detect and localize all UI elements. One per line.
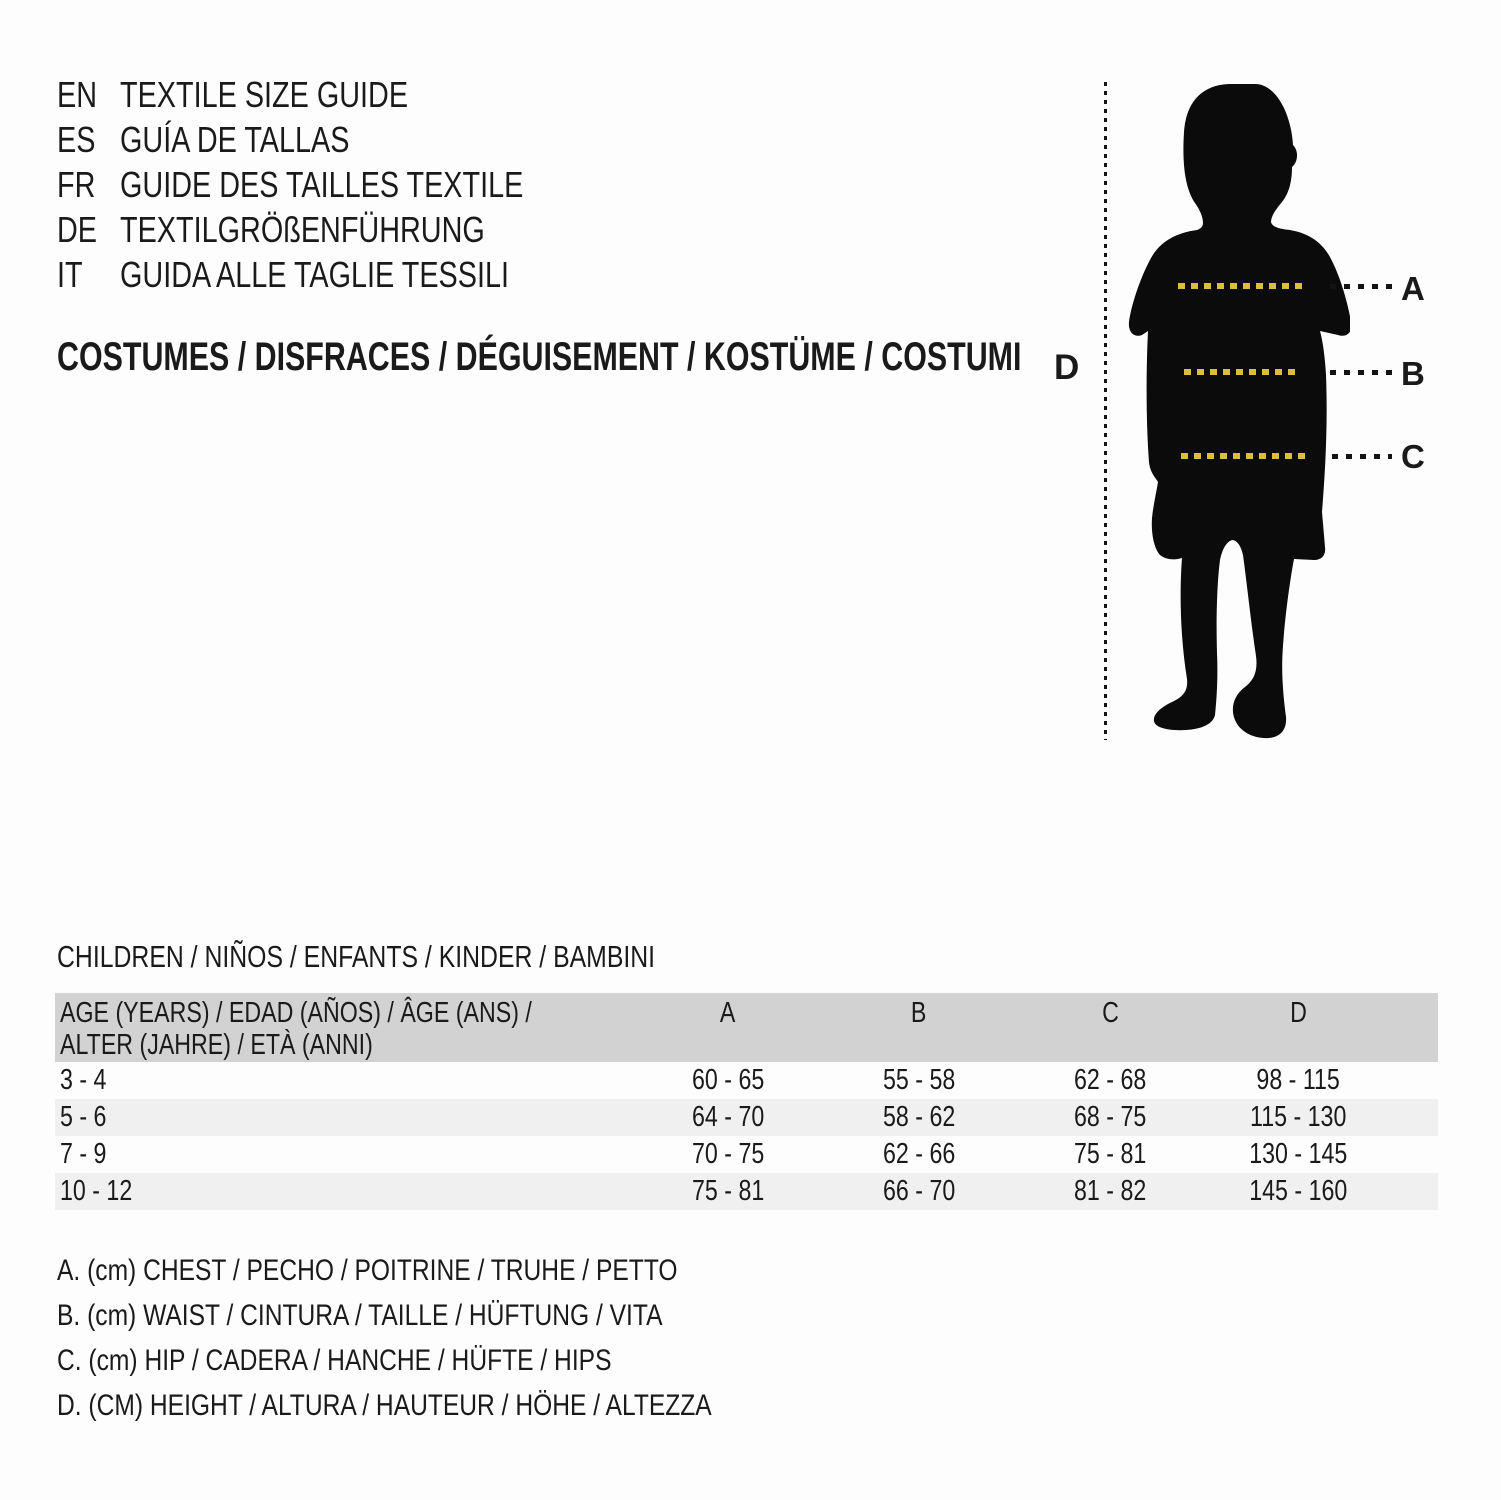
height-cell: 145 - 160 [1248,1175,1348,1207]
hip-callout-line [1332,454,1392,459]
waist-measure-line [1184,369,1298,375]
height-dashed-line [1104,82,1107,740]
language-row-it [57,252,624,297]
height-cell: 130 - 145 [1248,1138,1348,1170]
age-cell: 5 - 6 [60,1101,107,1133]
chest-cell: 75 - 81 [691,1175,765,1207]
hip-label-c: C [1401,438,1425,475]
size-table [55,993,1438,1210]
table-header-row [55,993,1438,1062]
language-row-en [57,72,624,117]
hip-cell: 81 - 82 [1073,1175,1147,1207]
waist-label-b: B [1401,355,1425,392]
legend-item-hip: C. (cm) HIP / CADERA / HANCHE / HÜFTE / HIPS [57,1344,612,1377]
language-code: ES [57,119,96,160]
waist-cell: 62 - 66 [882,1138,956,1170]
language-title: GUIDA ALLE TAGLIE TESSILI [120,254,509,295]
table-row [55,1062,1438,1099]
waist-cell: 66 - 70 [882,1175,956,1207]
column-header-c: C [1101,997,1119,1029]
table-row [55,1099,1438,1136]
waist-cell: 58 - 62 [882,1101,956,1133]
height-cell: 115 - 130 [1249,1101,1347,1133]
category-title: COSTUMES / DISFRACES / DÉGUISEMENT / KOSTÜME / COSTUMI [57,335,1022,379]
hip-measure-line [1181,453,1307,459]
language-row-fr [57,162,624,207]
legend-item-height: D. (CM) HEIGHT / ALTURA / HAUTEUR / HÖHE / ALTEZZA [57,1389,712,1422]
chest-label-a: A [1401,270,1425,307]
legend-item-chest: A. (cm) CHEST / PECHO / POITRINE / TRUHE / PETTO [57,1254,678,1287]
language-title: GUÍA DE TALLAS [120,119,350,160]
table-row [55,1173,1438,1210]
chest-measure-line [1178,283,1306,289]
language-row-de [57,207,624,252]
language-code: DE [57,209,98,250]
language-title: TEXTILGRÖßENFÜHRUNG [120,209,485,250]
height-label-d: D [1054,348,1080,387]
height-cell: 98 - 115 [1256,1064,1340,1096]
chest-cell: 70 - 75 [691,1138,765,1170]
language-title: TEXTILE SIZE GUIDE [120,74,409,115]
language-title-list [57,72,624,297]
age-cell: 7 - 9 [60,1138,107,1170]
language-code: FR [57,164,96,205]
table-title: CHILDREN / NIÑOS / ENFANTS / KINDER / BAMBINI [57,939,656,974]
waist-callout-line [1330,370,1392,375]
waist-cell: 55 - 58 [882,1064,956,1096]
language-code: IT [57,254,83,295]
chest-cell: 60 - 65 [691,1064,765,1096]
language-row-es [57,117,624,162]
language-title: GUIDE DES TAILLES TEXTILE [120,164,524,205]
legend-item-waist: B. (cm) WAIST / CINTURA / TAILLE / HÜFTUNG / VITA [57,1299,663,1332]
age-column-header: AGE (YEARS) / EDAD (AÑOS) / ÂGE (ANS) / ALTER (JAHRE) / ETÀ (ANNI) [60,997,532,1061]
hip-cell: 62 - 68 [1073,1064,1147,1096]
hip-cell: 75 - 81 [1073,1138,1147,1170]
measurement-legend [57,1248,855,1428]
age-cell: 10 - 12 [60,1175,133,1207]
language-code: EN [57,74,98,115]
table-row [55,1136,1438,1173]
hip-cell: 68 - 75 [1073,1101,1147,1133]
age-cell: 3 - 4 [60,1064,107,1096]
child-silhouette [1120,82,1350,742]
chest-callout-line [1330,284,1392,289]
column-header-d: D [1289,997,1307,1029]
column-header-a: A [720,997,736,1029]
chest-cell: 64 - 70 [691,1101,765,1133]
column-header-b: B [911,997,927,1029]
